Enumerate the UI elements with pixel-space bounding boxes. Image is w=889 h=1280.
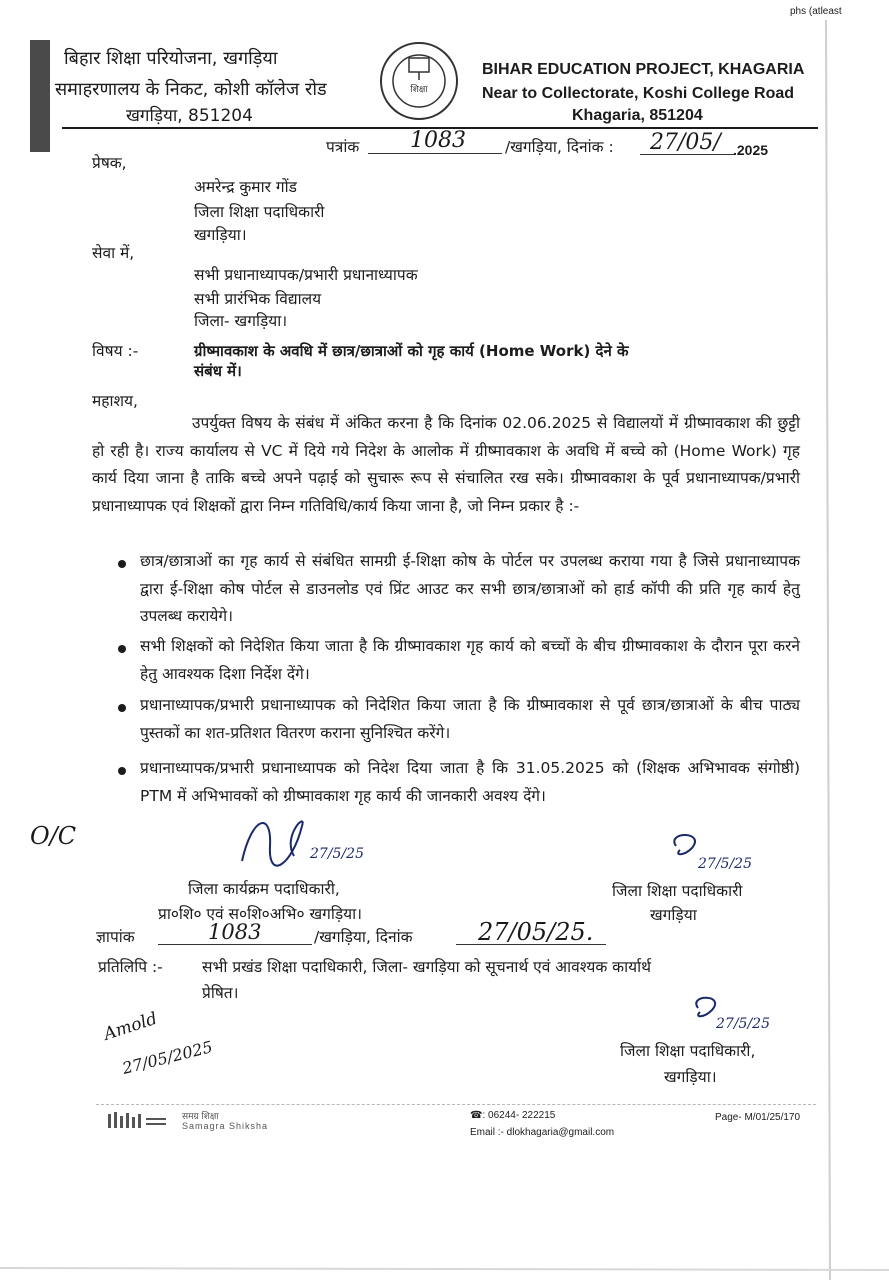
memo-date-line (456, 944, 606, 945)
bullet-dot-2 (118, 645, 126, 653)
recipient-line2: सभी प्रारंभिक विद्यालय (194, 290, 322, 308)
sender-name: अमरेन्द्र कुमार गोंड (194, 178, 297, 196)
bullet-item-1: छात्र/छात्राओं का गृह कार्य से संबंधित सामग्री ई-शिक्षा कोष के पोर्टल पर उपलब्ध कराया गया है जिसे प्रधानाध्यापक द्वारा ई-शिक्षा कोष पोर्टल से डाउनलोड एवं प्रिंट आउट कर सभी छात्र/छात्राओं को हार्ड कॉपी की प्रति गृह कार्य हेतु उपलब्ध करायेगे। (140, 552, 800, 625)
final-sign-title: जिला शिक्षा पदाधिकारी, (620, 1042, 756, 1060)
right-signature-date: 27/5/25 (698, 856, 752, 872)
received-date: 27/05/2025 (120, 1037, 215, 1078)
ref-place-date-label: /खगड़िया, दिनांक : (505, 138, 614, 156)
sender-designation: जिला शिक्षा पदाधिकारी (194, 203, 325, 221)
memo-label: ज्ञापांक (96, 928, 135, 946)
sender-place: खगड़िया। (194, 226, 247, 244)
subject-label: विषय :- (92, 342, 139, 360)
received-name: Amold (101, 1008, 160, 1045)
recipient-label: सेवा में, (92, 244, 135, 262)
footer-email: Email :- dlokhagaria@gmail.com (470, 1127, 615, 1138)
recipient-line3: जिला- खगड़िया। (194, 312, 288, 330)
body-paragraph: उपर्युक्त विषय के संबंध में अंकित करना है कि दिनांक 02.06.2025 से विद्यालयों में ग्रीष्मावकाश की छुट्टी हो रही है। राज्य कार्यालय से VC में दिये गये निदेश के आलोक में ग्रीष्मावकाश के अवधि में बच्चे को (Home Work) गृह कार्य दिया जाना है ताकि बच्चे अपने पढ़ाई को सुचारू रूप से संचालित रख सके। ग्रीष्मावकाश के पूर्व प्रधानाध्यापक/प्रभारी प्रधानाध्यापक एवं शिक्षकों द्वारा निम्न गतिविधि/कार्य किया जाना है, जो निम्न प्रकार है :- (92, 414, 800, 515)
left-signature (232, 806, 372, 876)
footer-logo-hindi: समग्र शिक्षा (182, 1112, 219, 1122)
footer-logo-mark (106, 1110, 176, 1132)
footer-phone: : 06244- 222215 (482, 1110, 556, 1121)
sender-label: प्रेषक, (92, 154, 127, 172)
memo-number: 1083 (208, 920, 262, 944)
received-note (100, 1004, 250, 1084)
final-signature (680, 990, 800, 1036)
final-sign-place: खगड़िया। (664, 1068, 717, 1086)
right-sign-place: खगड़िया (650, 906, 697, 924)
bullet-dot-1 (118, 560, 126, 568)
header-english-city: Khagaria, 851204 (572, 107, 703, 124)
header-hindi-city: खगड़िया, 851204 (126, 106, 253, 126)
ref-year: .2025 (733, 142, 769, 158)
footer-logo-english: Samagra Shiksha (182, 1121, 269, 1131)
bullet-item-4: प्रधानाध्यापक/प्रभारी प्रधानाध्यापक को निदेश दिया जाता है कि 31.05.2025 को (शिक्षक अभिभावक संगोष्ठी) PTM में अभिभावकों को ग्रीष्मावकाश गृह कार्य की जानकारी अवश्य देंगे। (140, 759, 800, 805)
phone-icon: ☎ (470, 1110, 483, 1121)
bullet-item-2: सभी शिक्षकों को निदेशित किया जाता है कि ग्रीष्मावकाश गृह कार्य को बच्चों के बीच ग्रीष्मावकाश के दौरान पूरा करने हेतु आवश्यक दिशा निर्देश देंगे। (140, 637, 800, 683)
ref-number: 1083 (410, 128, 466, 153)
recipient-line1: सभी प्रधानाध्यापक/प्रभारी प्रधानाध्यापक (194, 266, 418, 284)
margin-note: O/C (30, 822, 77, 850)
subject-line1: ग्रीष्मावकाश के अवधि में छात्र/छात्राओं को गृह कार्य (Home Work) देने के (194, 342, 629, 360)
memo-date: 27/05/25. (478, 918, 594, 946)
left-signature-date: 27/5/25 (310, 846, 364, 862)
salutation: महाशय, (92, 392, 138, 410)
bullet-item-3: प्रधानाध्यापक/प्रभारी प्रधानाध्यापक को निदेशित किया जाता है कि ग्रीष्मावकाश से पूर्व छात्र/छात्राओं के बीच पाठ्य पुस्तकों का शत-प्रतिशत वितरण कराना सुनिश्चित करेंगे। (140, 696, 800, 742)
corner-note: phs (atleast (790, 6, 842, 17)
copy-line1: सभी प्रखंड शिक्षा पदाधिकारी, जिला- खगड़िया को सूचनार्थ एवं आवश्यक कार्यार्थ (202, 958, 651, 976)
footer-divider (96, 1104, 816, 1105)
copy-label: प्रतिलिपि :- (98, 958, 163, 976)
right-sign-title: जिला शिक्षा पदाधिकारी (612, 882, 743, 900)
final-signature-date: 27/5/25 (716, 1016, 770, 1032)
header-hindi-address: समाहरणालय के निकट, कोशी कॉलेज रोड (55, 79, 327, 100)
emblem-logo (378, 40, 460, 122)
ref-date: 27/05/ (650, 130, 721, 155)
ref-date-line (640, 154, 734, 155)
ref-label: पत्रांक (326, 138, 360, 156)
right-signature (656, 826, 786, 876)
header-english-org: BIHAR EDUCATION PROJECT, KHAGARIA (482, 61, 805, 78)
memo-number-line (158, 944, 312, 945)
header-hindi-org: बिहार शिक्षा परियोजना, खगड़िया (64, 48, 278, 69)
ref-number-line (368, 153, 502, 154)
footer-page: Page- M/01/25/170 (715, 1112, 801, 1123)
header-english-address: Near to Collectorate, Koshi College Road (482, 85, 795, 102)
emblem-text: शिक्षा (410, 85, 428, 95)
left-sign-title: जिला कार्यक्रम पदाधिकारी, (188, 880, 340, 898)
subject-line2: संबंध में। (194, 362, 242, 380)
memo-place-date-label: /खगड़िया, दिनांक (314, 928, 413, 946)
bullet-dot-3 (118, 704, 126, 712)
copy-line2: प्रेषित। (202, 984, 239, 1002)
footer-phone-row (470, 1110, 555, 1121)
left-sign-subtitle: प्रा०शि० एवं स०शि०अभि० खगड़िया। (158, 905, 363, 923)
bullet-dot-4 (118, 767, 126, 775)
